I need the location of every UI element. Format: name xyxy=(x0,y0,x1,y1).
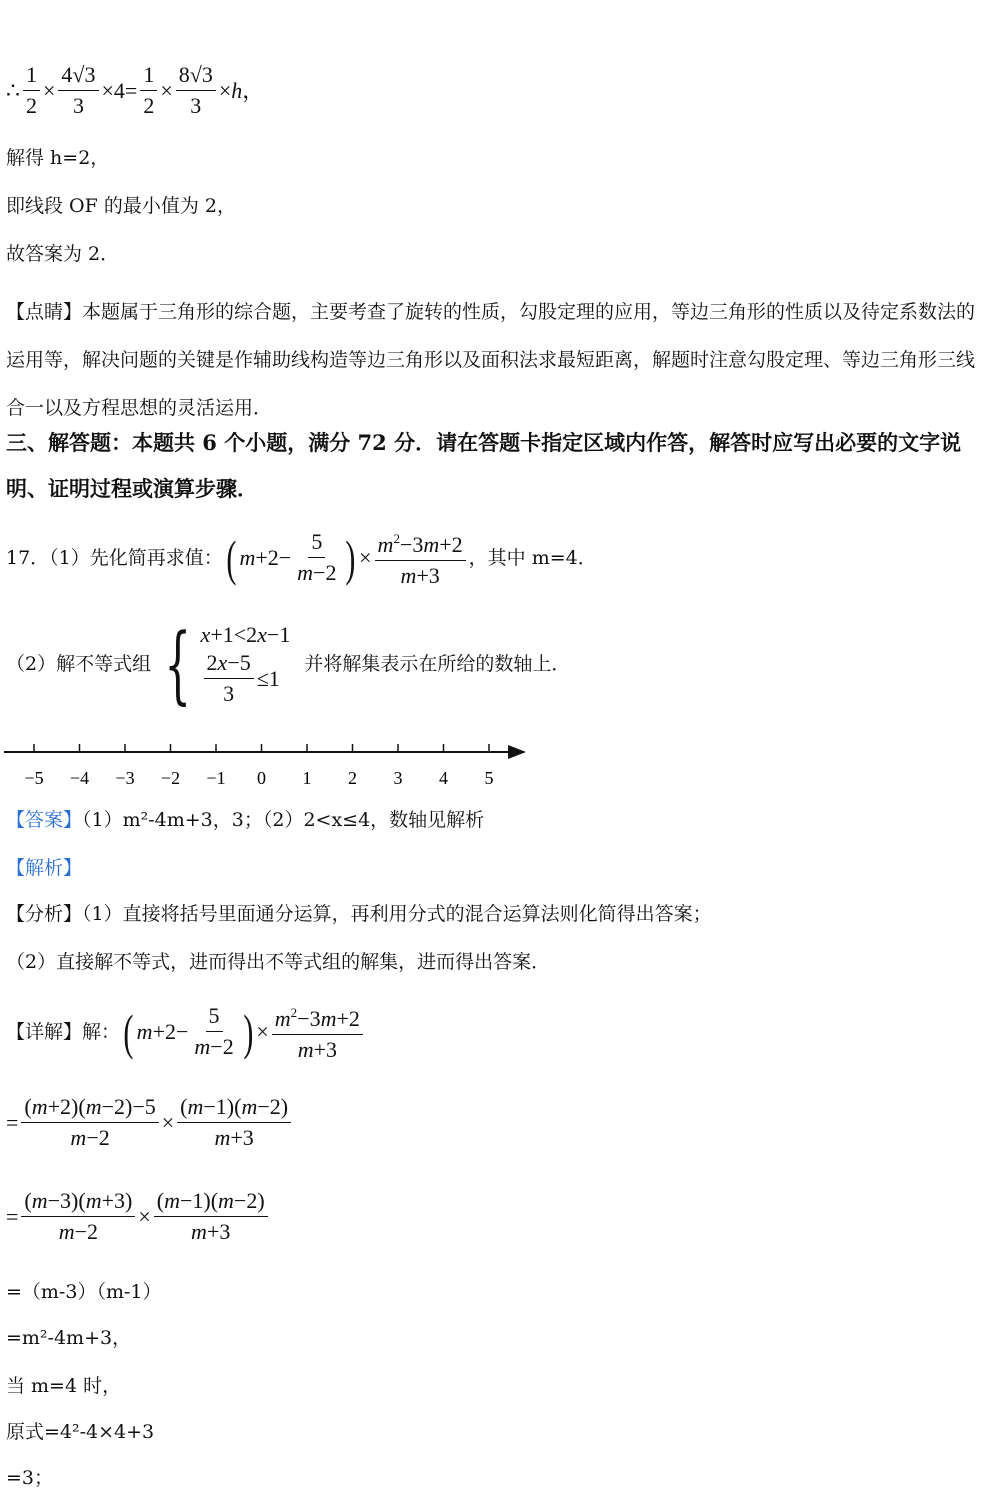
fenxi-row xyxy=(6,902,712,926)
axis-arrow xyxy=(508,745,526,759)
result-line: =3； xyxy=(6,1467,54,1489)
detail-expression: ( m +2− $\frac{5}{m-2}$ ) × $\frac{m^2-3m+2}{m+3}$ xyxy=(120,1000,366,1063)
q17-label: 17．（1）先化简再求值： xyxy=(6,546,223,569)
step-2: = $\frac{(m-3)(m+3)}{m-2}$ × $\frac{(m-1)(m-2)}{m+3}$ xyxy=(6,1188,271,1245)
tick-label: 2 xyxy=(348,768,357,788)
step-4: =m²-4m+3， xyxy=(6,1327,132,1349)
comment-paragraph xyxy=(6,288,981,432)
comment-text: 本题属于三角形的综合题，主要考查了旋转的性质，勾股定理的应用，等边三角形的性质以及待定系数法的运用等，解决问题的关键是作辅助线构造等边三角形以及面积法求最短距离，解题时注意勾股定理、等边三角形三线合一以及方程思想的灵活运用． xyxy=(6,301,976,419)
inequality-system: x+1<2x−1 $\frac{2x-5}{3}$ ≤1 xyxy=(200,622,291,706)
answer-text: （1）m²-4m+3，3；（2）2<x≤4，数轴见解析 xyxy=(82,809,485,831)
analysis-tag: 【解析】 xyxy=(6,857,83,879)
fenxi-tag: 【分析】 xyxy=(6,903,83,925)
fenxi-row-2: （2）直接解不等式，进而得出不等式组的解集，进而得出答案． xyxy=(6,951,551,973)
area-equation: ∴ $\frac{1}{2}$ × $\frac{4√3}{3}$ ×4= $\frac{1}{2}$ × $\frac{8√3}{3}$ × h ， xyxy=(6,62,265,118)
tick-label: −5 xyxy=(24,768,44,788)
step-1: = $\frac{(m+2)(m-2)-5}{m-2}$ × $\frac{(m-1)(m-2)}{m+3}$ xyxy=(6,1094,294,1151)
q17-part1 xyxy=(6,526,597,589)
tick-label: −2 xyxy=(160,768,181,788)
step-3: =（m-3）（m-1） xyxy=(6,1281,162,1303)
answer-line: 故答案为 2． xyxy=(6,243,120,265)
answer-tag: 【答案】 xyxy=(6,809,83,831)
tick-label: 4 xyxy=(439,768,448,788)
therefore-symbol: ∴ xyxy=(6,77,20,103)
tick-label: 0 xyxy=(257,768,266,788)
original-expression: 原式=4²-4×4+3 xyxy=(6,1421,155,1443)
tick-label: −1 xyxy=(206,768,226,788)
answer-row xyxy=(6,808,484,832)
number-line xyxy=(0,736,540,796)
detail-tag: 【详解】解： xyxy=(6,1020,121,1043)
section-title: 三、解答题：本题共 6 个小题，满分 72 分．请在答题卡指定区域内作答，解答时应写出必要的文字说明、证明过程或演算步骤． xyxy=(6,430,962,501)
min-value-line: 即线段 OF 的最小值为 2， xyxy=(6,195,236,217)
q17-part2: （2）解不等式组 { x+1<2x−1 $\frac{2x-5}{3}$ ≤1 并将解集表示在所给的数轴上． xyxy=(6,614,571,713)
comment-tag: 【点睛】 xyxy=(6,301,83,323)
tick-label: 1 xyxy=(302,768,312,788)
q17-part2-tail: 并将解集表示在所给的数轴上． xyxy=(304,652,571,675)
tick-label: −3 xyxy=(115,768,135,788)
q17-tail: ，其中 m=4． xyxy=(468,546,597,569)
q17-expression: ( m +2− $\frac{5}{m-2}$ ) × $\frac{m^2-3m+2}{m+3}$ xyxy=(223,526,469,589)
tick-label: 3 xyxy=(393,768,403,788)
tick-label: 5 xyxy=(484,768,494,788)
detail-row xyxy=(6,1000,366,1063)
q17-part2-label: （2）解不等式组 xyxy=(6,652,152,675)
fenxi-text: （1）直接将括号里面通分运算，再利用分式的混合运算法则化简得出答案； xyxy=(82,903,712,925)
when-m4: 当 m=4 时， xyxy=(6,1375,122,1397)
tick-label: −4 xyxy=(69,768,90,788)
solve-h-line: 解得 h=2， xyxy=(6,147,110,169)
